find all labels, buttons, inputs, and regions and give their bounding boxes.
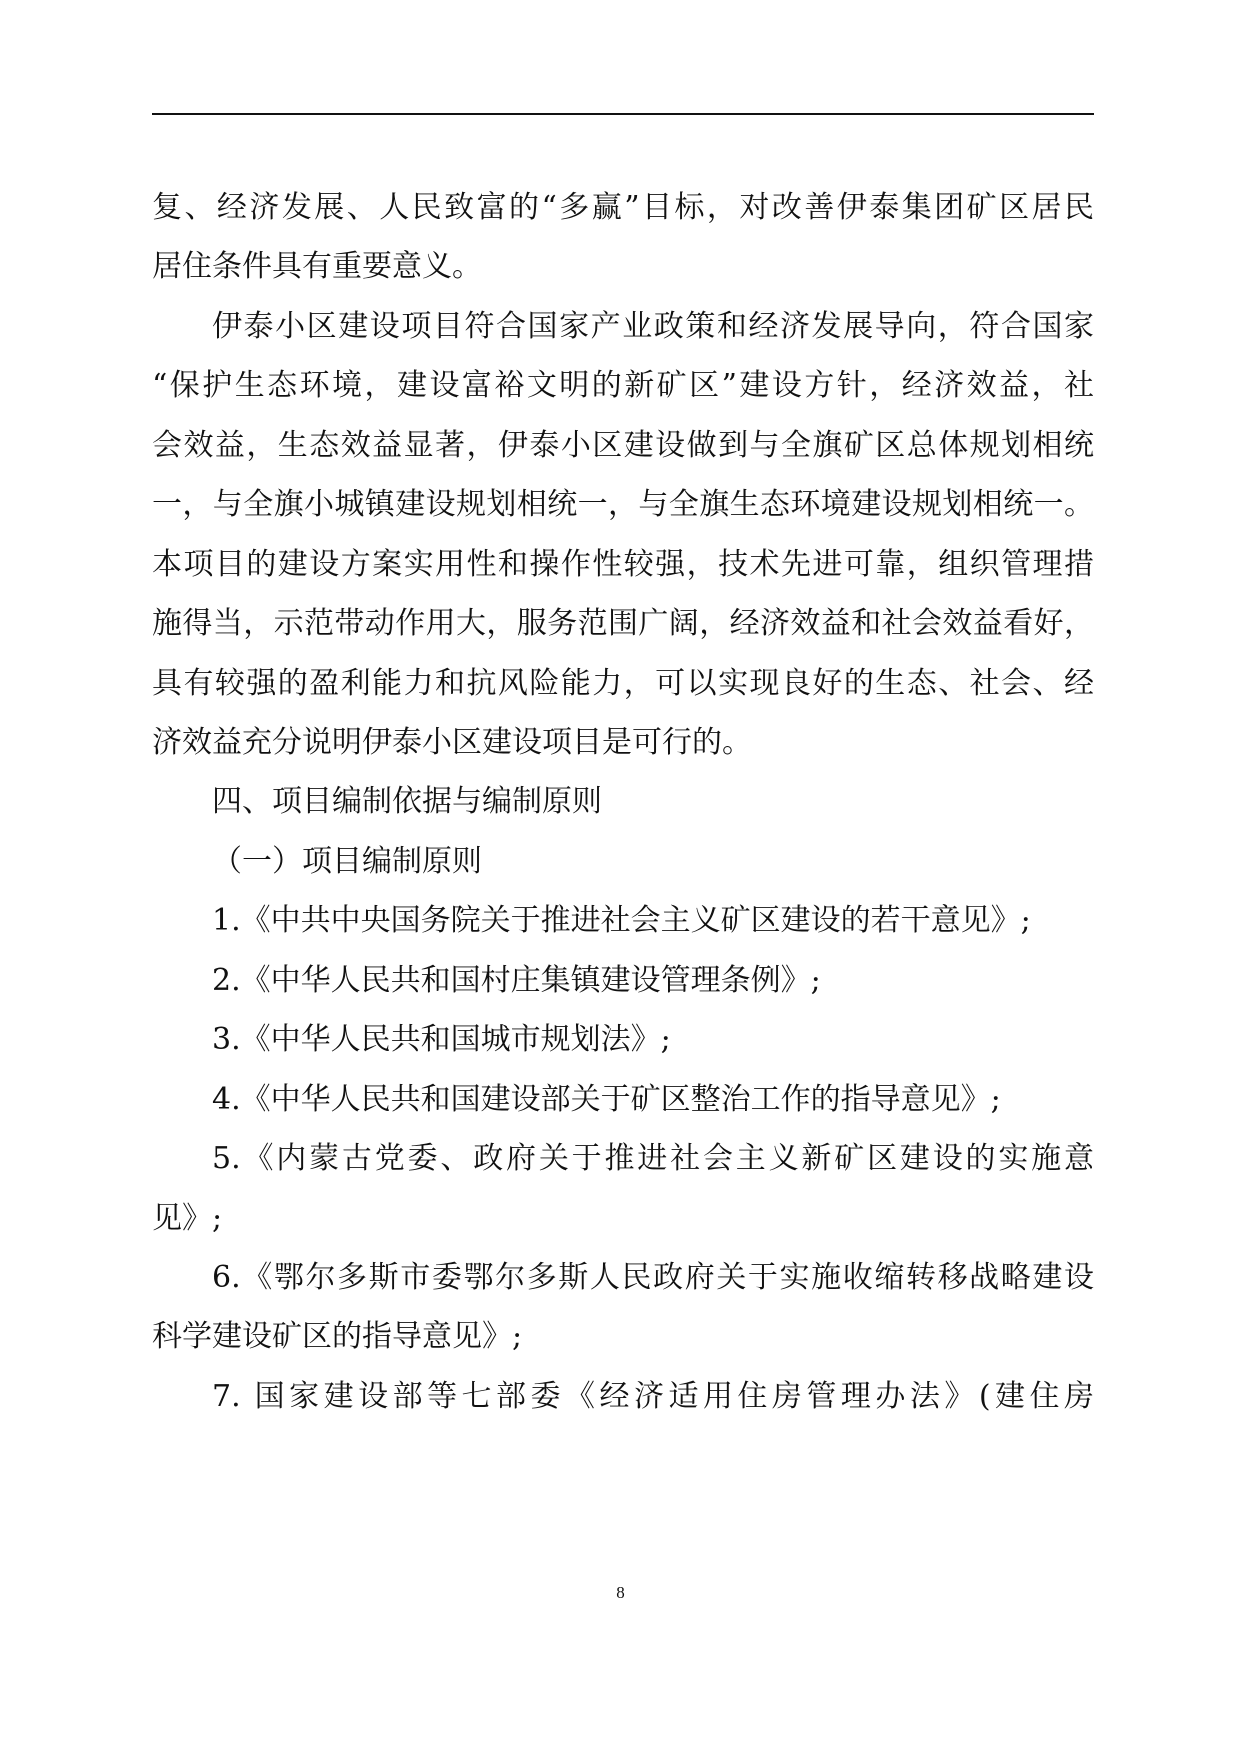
section-heading: 四、项目编制依据与编制原则 xyxy=(212,784,602,819)
body-line-10: 济效益充分说明伊泰小区建设项目是可行的。 xyxy=(152,725,752,760)
body-line-1: 复、经济发展、人民致富的“多赢”目标，对改善伊泰集团矿区居民 xyxy=(152,190,1094,225)
list-item-7: 7. 国家建设部等七部委《经济适用住房管理办法》(建住房 xyxy=(212,1379,1094,1414)
list-item-5-continued: 见》; xyxy=(152,1201,223,1236)
list-item-4: 4.《中华人民共和国建设部关于矿区整治工作的指导意见》; xyxy=(212,1082,1001,1117)
body-line-6: 一，与全旗小城镇建设规划相统一，与全旗生态环境建设规划相统一。 xyxy=(152,487,1094,522)
body-line-8: 施得当，示范带动作用大，服务范围广阔，经济效益和社会效益看好， xyxy=(152,606,1094,641)
body-line-2: 居住条件具有重要意义。 xyxy=(152,249,482,284)
subsection-heading: （一）项目编制原则 xyxy=(212,844,482,879)
header-rule xyxy=(152,113,1094,115)
list-item-3: 3.《中华人民共和国城市规划法》; xyxy=(212,1022,671,1057)
body-line-9: 具有较强的盈利能力和抗风险能力，可以实现良好的生态、社会、经 xyxy=(152,666,1094,701)
list-item-6: 6.《鄂尔多斯市委鄂尔多斯人民政府关于实施收缩转移战略建设 xyxy=(212,1260,1094,1295)
list-item-6-continued: 科学建设矿区的指导意见》; xyxy=(152,1319,523,1354)
list-item-1: 1.《中共中央国务院关于推进社会主义矿区建设的若干意见》; xyxy=(212,903,1031,938)
page-number: 8 xyxy=(616,1583,625,1602)
body-line-7: 本项目的建设方案实用性和操作性较强，技术先进可靠，组织管理措 xyxy=(152,547,1094,582)
list-item-2: 2.《中华人民共和国村庄集镇建设管理条例》; xyxy=(212,963,821,998)
body-line-4: “保护生态环境，建设富裕文明的新矿区”建设方针，经济效益，社 xyxy=(152,368,1094,403)
body-line-3: 伊泰小区建设项目符合国家产业政策和经济发展导向，符合国家 xyxy=(212,309,1094,344)
list-item-5: 5.《内蒙古党委、政府关于推进社会主义新矿区建设的实施意 xyxy=(212,1141,1094,1176)
body-line-5: 会效益，生态效益显著，伊泰小区建设做到与全旗矿区总体规划相统 xyxy=(152,428,1094,463)
